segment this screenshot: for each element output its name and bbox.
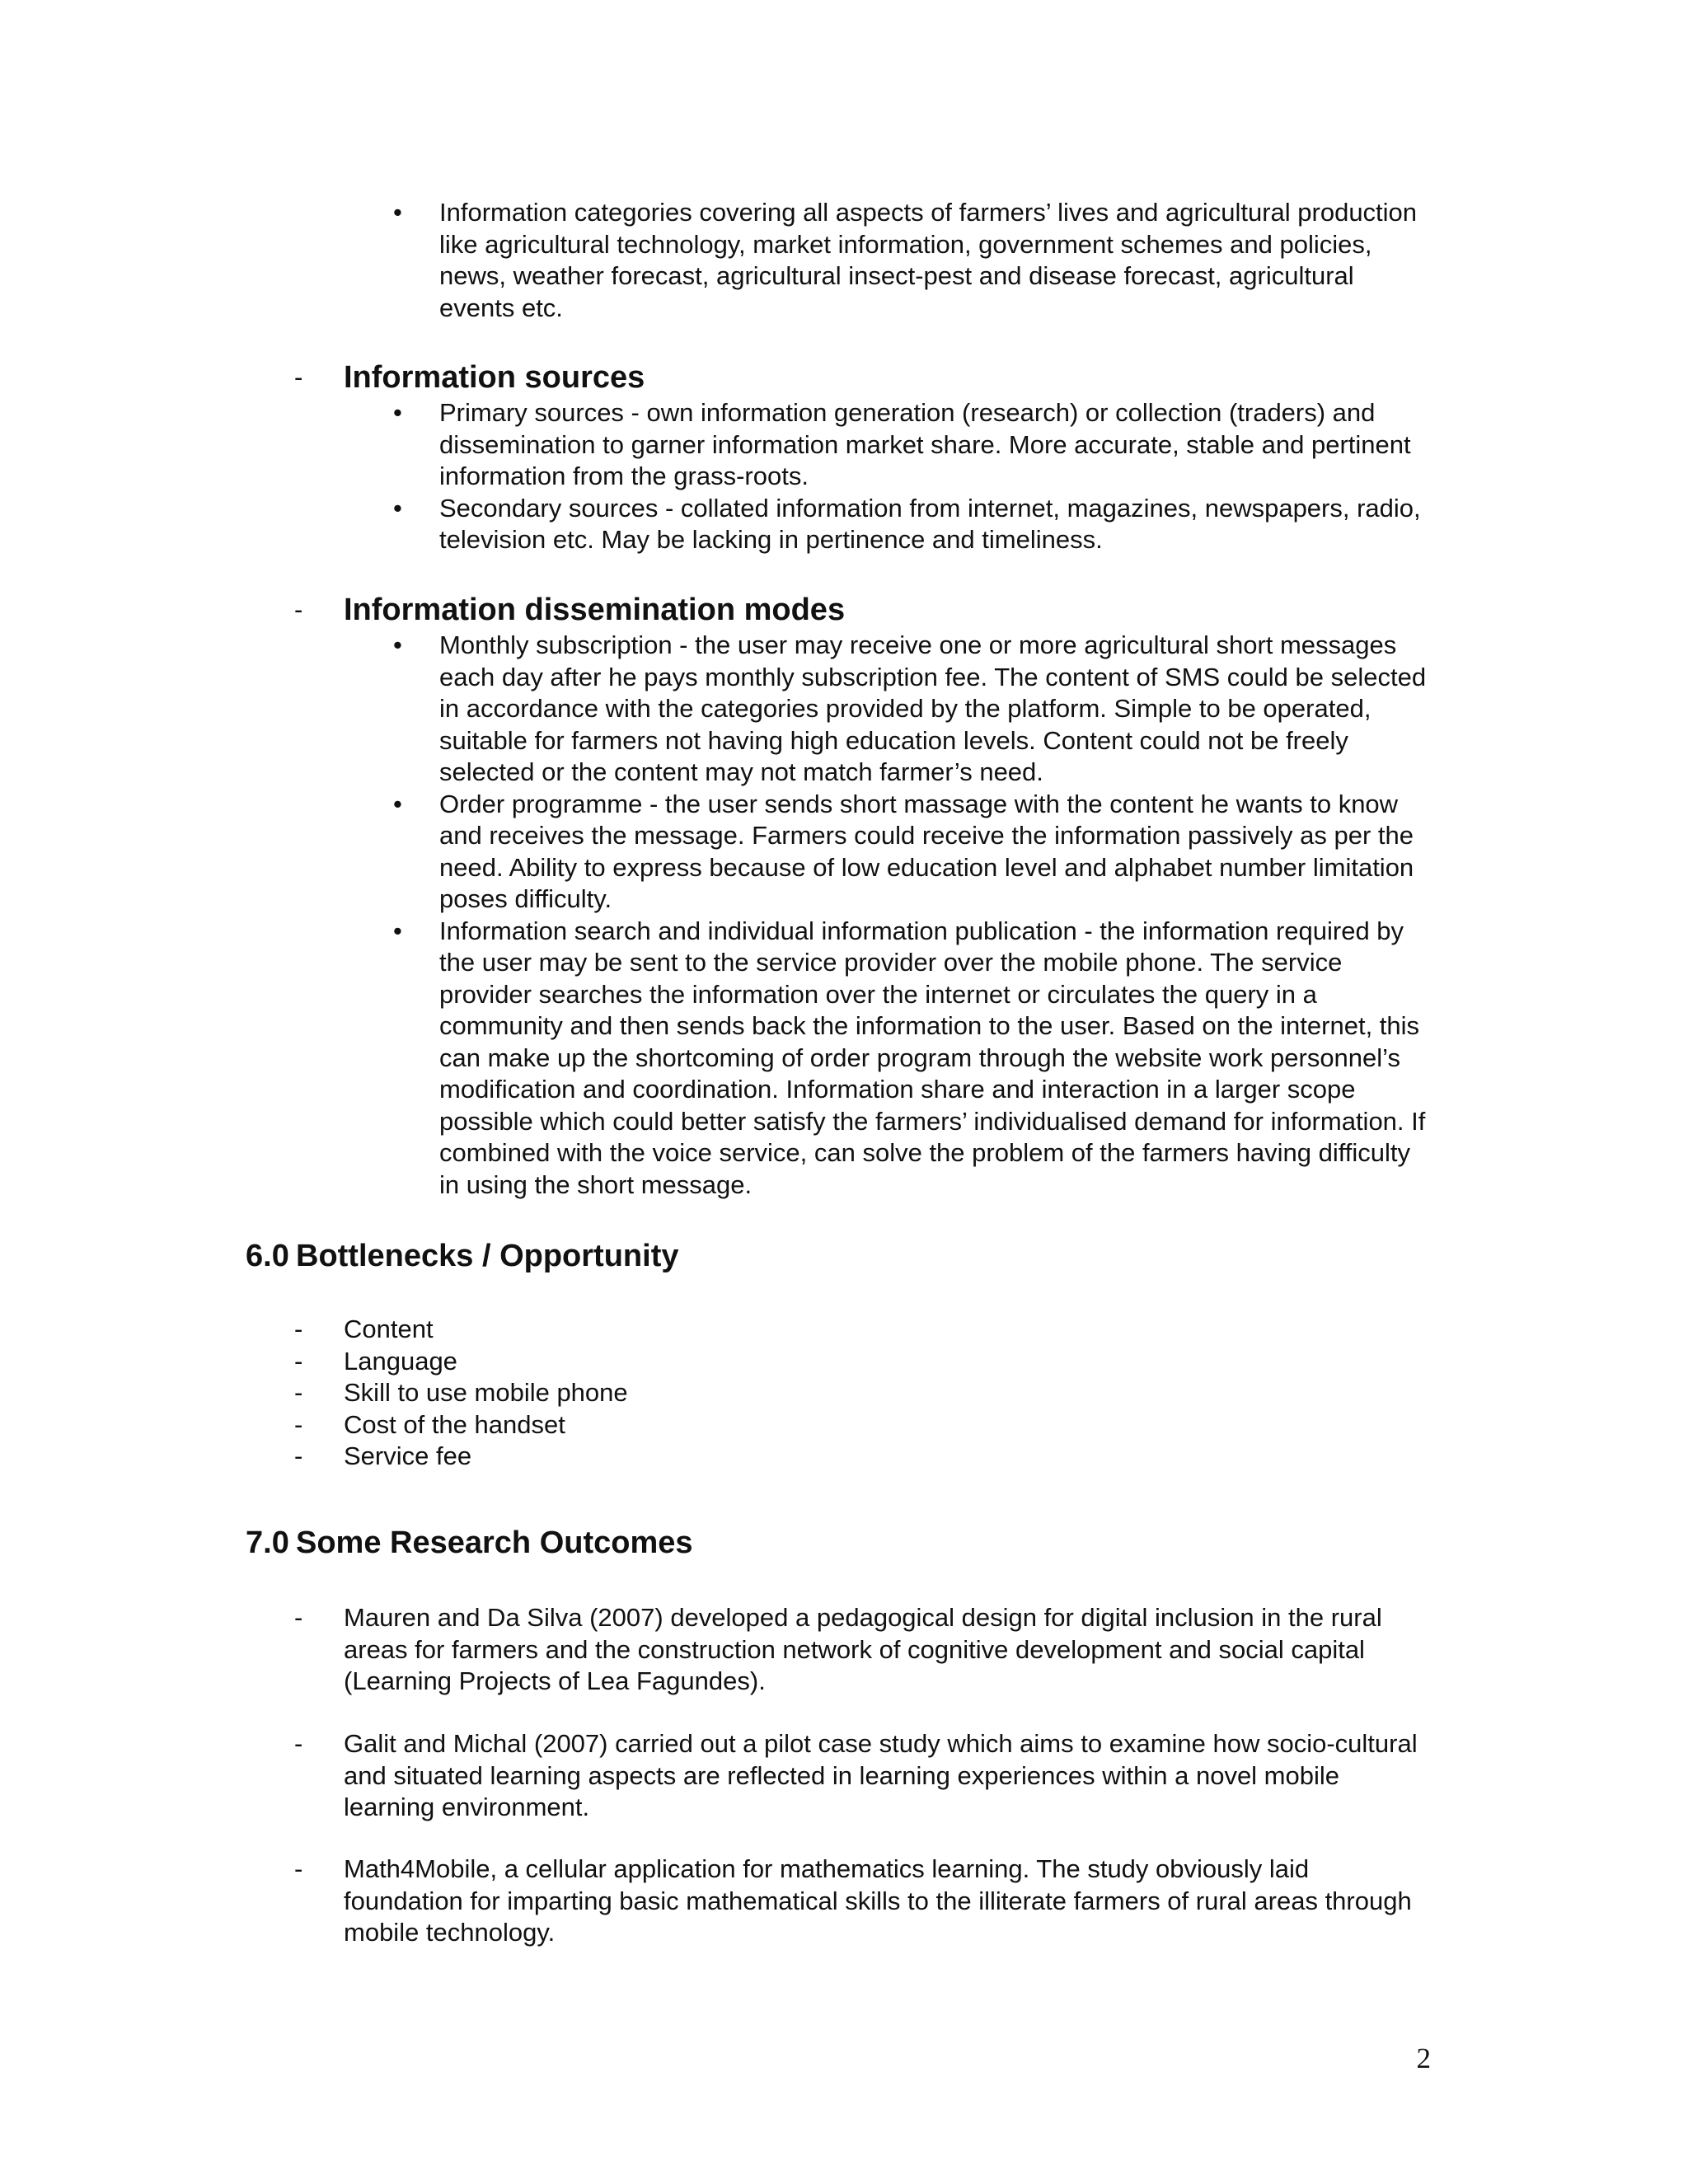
bullet-item: [393, 493, 1432, 556]
top-bullet-list: [393, 197, 1432, 324]
list-item-text: Mauren and Da Silva (2007) developed a pedagogical design for digital inclusion in the rural areas for farmers and the construction network of cognitive development and social capital (Learning Projects of Lea Fagundes).: [344, 1603, 1382, 1695]
list-item: [294, 1602, 1432, 1698]
dash-marker: -: [294, 595, 303, 624]
dissemination-modes-list: [393, 630, 1432, 1201]
bullet-text: Information categories covering all aspects of farmers’ lives and agricultural production like agricultural technology, market information, government schemes and policies, news, weather forecast, agricultural insect-pest and disease forecast, agricultural events etc.: [439, 198, 1418, 322]
list-item-text: Cost of the handset: [344, 1409, 565, 1439]
bullet-text: Monthly subscription - the user may receive one or more agricultural short messages each day after he pays monthly subscription fee. The content of SMS could be selected in accordance with the categories provided by the platform. Simple to be operated, suitable for farmers not having high education levels. Content could not be freely selected or the content may not match farmer’s need.: [439, 630, 1427, 786]
dash-marker: -: [294, 1409, 303, 1439]
bullet-icon: •: [393, 398, 402, 427]
bullet-item: [393, 197, 1432, 324]
section-title: Some Research Outcomes: [296, 1526, 693, 1560]
information-sources-list: [393, 397, 1432, 556]
bullet-text: Primary sources - own information generation (research) or collection (traders) and dissemination to garner information market share. More accurate, stable and pertinent information from the grass-roots.: [439, 398, 1411, 490]
list-item-text: Galit and Michal (2007) carried out a pilot case study which aims to examine how socio-cultural and situated learning aspects are reflected in learning experiences within a novel mobile learning environment.: [344, 1729, 1418, 1821]
dash-marker: -: [294, 363, 303, 391]
heading-text: Information sources: [344, 360, 645, 395]
dash-marker: -: [294, 1854, 303, 1883]
dash-marker: -: [294, 1315, 303, 1343]
bullet-item: [393, 789, 1432, 916]
list-item-text: Language: [344, 1346, 457, 1376]
bullet-icon: •: [393, 493, 402, 523]
dash-marker: -: [294, 1729, 303, 1758]
list-item-text: Service fee: [344, 1441, 472, 1470]
page-number: 2: [1416, 2042, 1431, 2074]
section-7-heading: [246, 1525, 693, 1561]
section-title: Bottlenecks / Opportunity: [296, 1239, 679, 1273]
dash-marker: -: [294, 1441, 303, 1470]
research-outcome-item: [294, 1728, 1432, 1824]
bottlenecks-list: [294, 1314, 1432, 1473]
dash-marker: -: [294, 1378, 303, 1407]
bullet-icon: •: [393, 916, 402, 945]
bullet-text: Order programme - the user sends short massage with the content he wants to know and receives the message. Farmers could receive the information passively as per the need. Ability to express because of low education level and alphabet number limitation poses difficulty.: [439, 789, 1414, 913]
bullet-text: Secondary sources - collated information from internet, magazines, newspapers, radio, television etc. May be lacking in pertinence and timeliness.: [439, 493, 1421, 554]
bullet-item: [393, 397, 1432, 493]
section-number: 6.0: [246, 1239, 289, 1273]
list-item-text: Math4Mobile, a cellular application for mathematics learning. The study obviously laid foundation for imparting basic mathematical skills to the illiterate farmers of rural areas through mobile technology.: [344, 1854, 1412, 1947]
bullet-icon: •: [393, 630, 402, 659]
research-outcome-item: [294, 1854, 1432, 1949]
dash-marker: -: [294, 1346, 303, 1376]
research-outcome-item: [294, 1602, 1432, 1698]
bullet-icon: •: [393, 198, 402, 227]
list-item-text: Skill to use mobile phone: [344, 1378, 628, 1407]
list-item: [294, 1314, 1432, 1346]
section-6-heading: [246, 1238, 678, 1274]
list-item: [294, 1409, 1432, 1441]
section-number: 7.0: [246, 1526, 289, 1560]
list-item: [294, 1441, 1432, 1473]
dash-marker: -: [294, 1603, 303, 1632]
list-item: [294, 1346, 1432, 1378]
bullet-text: Information search and individual information publication - the information required by the user may be sent to the service provider over the mobile phone. The service provider searches the information over the internet or circulates the query in a community and then sends back the information to the user. Based on the internet, this can make up the shortcoming of order program through the website work personnel’s modification and coordination. Information share and interaction in a larger scope possible which could better satisfy the farmers’ individualised demand for information. If combined with the voice service, can solve the problem of the farmers having difficulty in using the short message.: [439, 916, 1426, 1199]
list-item: [294, 1854, 1432, 1949]
list-item: [294, 1377, 1432, 1409]
bullet-icon: •: [393, 789, 402, 818]
heading-text: Information dissemination modes: [344, 593, 846, 627]
list-item: [294, 1728, 1432, 1824]
bullet-item: [393, 630, 1432, 789]
list-item-text: Content: [344, 1315, 434, 1343]
bullet-item: [393, 916, 1432, 1202]
